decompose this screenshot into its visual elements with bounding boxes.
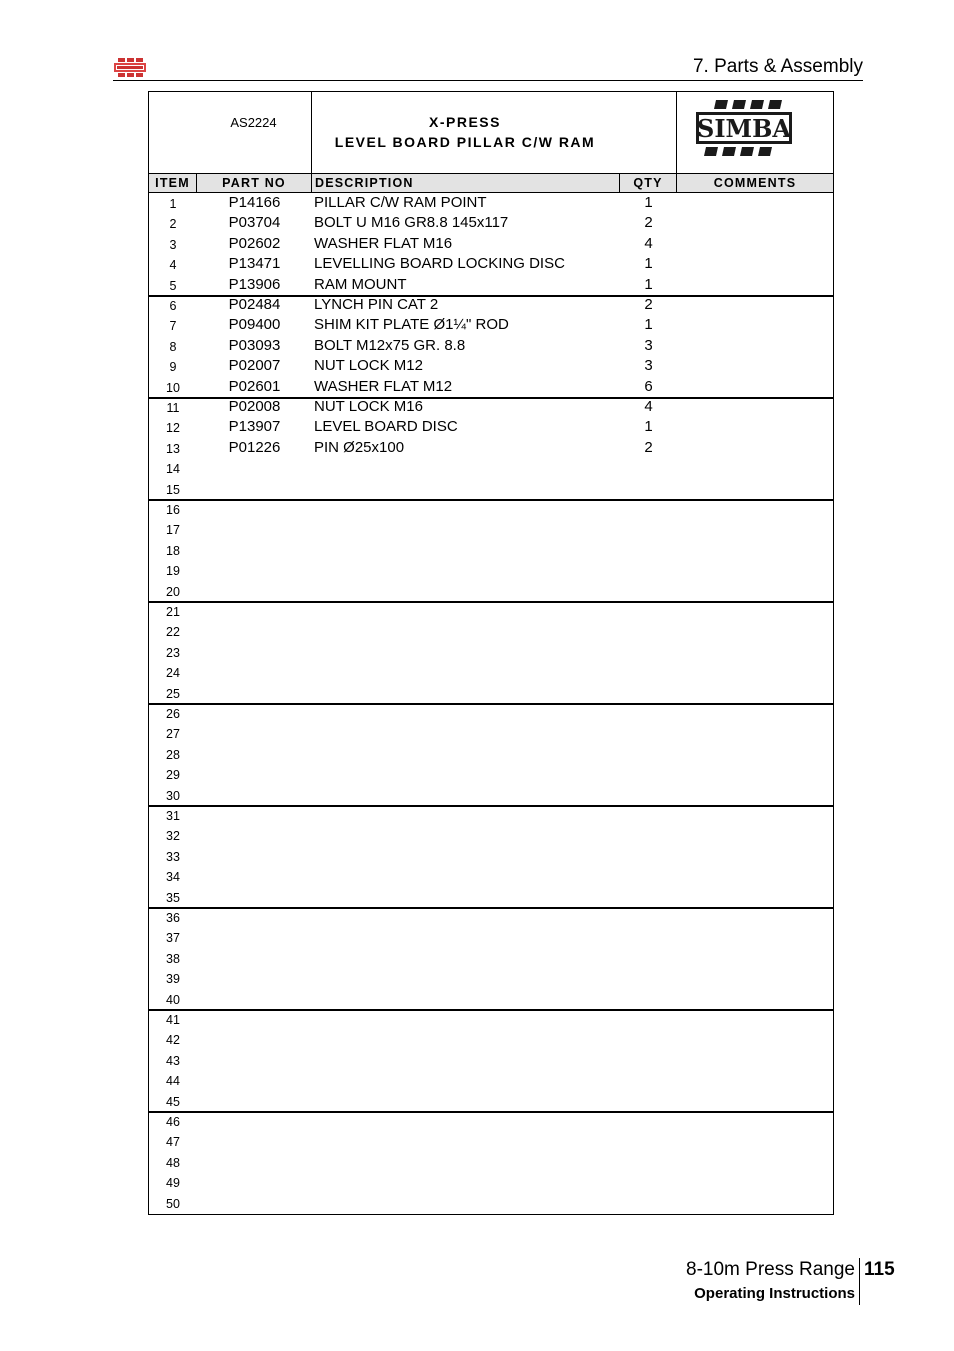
table-row xyxy=(149,418,833,438)
table-row xyxy=(149,765,833,785)
column-header-description: DESCRIPTION xyxy=(312,174,620,192)
table-row xyxy=(149,847,833,867)
item-number-cell: 28 xyxy=(166,747,180,762)
qty-cell: 3 xyxy=(644,357,653,375)
part-number-cell: P02008 xyxy=(228,398,281,415)
item-number-cell: 2 xyxy=(169,217,177,232)
item-number-cell: 42 xyxy=(166,1033,180,1048)
footer-divider xyxy=(859,1258,860,1305)
item-number-cell: 4 xyxy=(169,258,177,273)
item-number-cell: 12 xyxy=(166,421,180,436)
table-row xyxy=(149,541,833,561)
part-number-cell: P13471 xyxy=(228,255,281,273)
table-row xyxy=(149,1153,833,1173)
item-number-cell: 38 xyxy=(166,951,180,966)
column-header-qty: QTY xyxy=(620,174,677,192)
qty-cell: 1 xyxy=(644,194,653,211)
qty-cell: 4 xyxy=(644,234,653,252)
qty-cell: 1 xyxy=(644,255,653,273)
simba-logo-small-icon xyxy=(113,58,147,78)
qty-cell: 2 xyxy=(644,438,653,456)
title-line-2: LEVEL BOARD PILLAR C/W RAM xyxy=(334,134,596,150)
description-cell: PILLAR C/W RAM POINT xyxy=(314,194,487,211)
qty-cell: 2 xyxy=(644,296,653,313)
part-number-cell: P14166 xyxy=(228,194,281,211)
item-number-cell: 37 xyxy=(166,931,180,946)
description-cell: RAM MOUNT xyxy=(314,275,407,293)
part-number-cell: P03704 xyxy=(228,214,281,232)
title-line-1: X-PRESS xyxy=(429,114,501,130)
table-row xyxy=(149,1010,833,1030)
table-row xyxy=(149,888,833,908)
item-number-cell: 18 xyxy=(166,543,180,558)
qty-cell: 3 xyxy=(644,336,653,354)
item-number-cell: 34 xyxy=(166,870,180,885)
table-row xyxy=(149,806,833,826)
item-number-cell: 3 xyxy=(169,237,177,252)
qty-cell: 1 xyxy=(644,275,653,293)
item-number-cell: 22 xyxy=(166,625,180,640)
table-row xyxy=(149,990,833,1010)
qty-cell: 1 xyxy=(644,316,653,334)
item-number-cell: 8 xyxy=(169,339,177,354)
table-row xyxy=(149,561,833,581)
item-number-cell: 45 xyxy=(166,1094,180,1109)
table-row xyxy=(149,520,833,540)
item-number-cell: 5 xyxy=(169,278,177,293)
item-number-cell: 25 xyxy=(166,686,180,701)
item-number-cell: 35 xyxy=(166,890,180,905)
part-number-cell: P02602 xyxy=(228,234,281,252)
table-row xyxy=(149,214,833,234)
item-number-cell: 21 xyxy=(166,605,180,619)
column-header-item: ITEM xyxy=(149,174,197,192)
description-cell: BOLT M12x75 GR. 8.8 xyxy=(314,336,466,354)
item-number-cell: 44 xyxy=(166,1074,180,1089)
item-number-cell: 1 xyxy=(169,197,177,211)
table-row xyxy=(149,1051,833,1071)
qty-cell: 2 xyxy=(644,214,653,232)
item-number-cell: 33 xyxy=(166,849,180,864)
table-row xyxy=(149,459,833,479)
table-row xyxy=(149,378,833,398)
table-row xyxy=(149,398,833,418)
column-header-row xyxy=(149,173,833,193)
table-row xyxy=(149,235,833,255)
item-number-cell: 11 xyxy=(166,401,180,415)
table-row xyxy=(149,1112,833,1132)
item-number-cell: 48 xyxy=(166,1155,180,1170)
header-rule xyxy=(113,80,863,81)
item-number-cell: 30 xyxy=(166,788,180,803)
item-number-cell: 29 xyxy=(166,768,180,783)
table-row xyxy=(149,582,833,602)
item-number-cell: 24 xyxy=(166,666,180,681)
table-row xyxy=(149,622,833,642)
table-row xyxy=(149,255,833,275)
table-row xyxy=(149,786,833,806)
description-cell: LYNCH PIN CAT 2 xyxy=(314,296,439,313)
item-number-cell: 39 xyxy=(166,972,180,987)
table-row xyxy=(149,949,833,969)
part-number-cell: P13906 xyxy=(228,275,281,293)
table-row xyxy=(149,480,833,500)
item-number-cell: 14 xyxy=(166,462,180,477)
item-number-cell: 46 xyxy=(166,1115,180,1129)
description-cell: LEVEL BOARD DISC xyxy=(314,418,458,436)
table-row xyxy=(149,337,833,357)
table-row xyxy=(149,745,833,765)
item-number-cell: 16 xyxy=(166,503,180,517)
qty-cell: 6 xyxy=(644,377,653,395)
table-row xyxy=(149,724,833,744)
item-number-cell: 50 xyxy=(166,1196,180,1211)
description-cell: PIN Ø25x100 xyxy=(314,438,405,456)
document-subtitle: Operating Instructions xyxy=(694,1285,855,1302)
item-number-cell: 49 xyxy=(166,1176,180,1191)
section-title: 7. Parts & Assembly xyxy=(692,56,863,77)
part-number-cell: P02484 xyxy=(228,296,281,313)
qty-cell: 1 xyxy=(644,418,653,436)
item-number-cell: 31 xyxy=(166,809,180,823)
table-row xyxy=(149,1030,833,1050)
table-row xyxy=(149,908,833,928)
part-number-cell: P01226 xyxy=(228,438,281,456)
table-row xyxy=(149,316,833,336)
part-number-cell: P03093 xyxy=(228,336,281,354)
table-row xyxy=(149,684,833,704)
item-number-cell: 32 xyxy=(166,829,180,844)
item-number-cell: 9 xyxy=(169,360,177,375)
item-number-cell: 23 xyxy=(166,645,180,660)
item-number-cell: 36 xyxy=(166,911,180,925)
part-number-cell: P02601 xyxy=(228,377,281,395)
column-header-part-no: PART NO xyxy=(197,174,312,192)
item-number-cell: 47 xyxy=(166,1135,180,1150)
table-row xyxy=(149,643,833,663)
description-cell: NUT LOCK M12 xyxy=(314,357,423,375)
description-cell: WASHER FLAT M12 xyxy=(314,377,453,395)
simba-brand-logo xyxy=(694,98,794,162)
divider xyxy=(311,92,312,173)
description-cell: LEVELLING BOARD LOCKING DISC xyxy=(314,255,565,273)
part-number-cell: P02007 xyxy=(228,357,281,375)
item-number-cell: 17 xyxy=(166,523,180,538)
description-cell: SHIM KIT PLATE Ø1¼" ROD xyxy=(314,316,509,334)
item-number-cell: 15 xyxy=(166,482,180,497)
product-range: 8-10m Press Range xyxy=(686,1259,855,1280)
divider xyxy=(676,92,677,173)
item-number-cell: 27 xyxy=(166,727,180,742)
table-row xyxy=(149,602,833,622)
item-number-cell: 13 xyxy=(166,441,180,456)
table-row xyxy=(149,500,833,520)
table-row xyxy=(149,969,833,989)
item-number-cell: 40 xyxy=(166,992,180,1007)
assembly-number: AS2224 xyxy=(230,115,277,130)
table-row xyxy=(149,1173,833,1193)
part-number-cell: P09400 xyxy=(228,316,281,334)
page-number: 115 xyxy=(864,1259,895,1280)
table-row xyxy=(149,357,833,377)
table-row xyxy=(149,867,833,887)
item-number-cell: 7 xyxy=(169,319,177,334)
table-row xyxy=(149,194,833,214)
table-row xyxy=(149,663,833,683)
table-row xyxy=(149,439,833,459)
table-row xyxy=(149,704,833,724)
title-block xyxy=(149,92,833,173)
parts-sheet xyxy=(148,91,834,1215)
table-row xyxy=(149,928,833,948)
item-number-cell: 10 xyxy=(166,380,180,395)
table-row xyxy=(149,276,833,296)
item-number-cell: 26 xyxy=(166,707,180,721)
description-cell: BOLT U M16 GR8.8 145x117 xyxy=(314,214,509,232)
item-number-cell: 6 xyxy=(169,299,177,313)
description-cell: NUT LOCK M16 xyxy=(314,398,423,415)
item-number-cell: 43 xyxy=(166,1053,180,1068)
qty-cell: 4 xyxy=(644,398,653,415)
table-row xyxy=(149,1194,833,1214)
table-row xyxy=(149,1071,833,1091)
column-header-comments: COMMENTS xyxy=(713,176,797,190)
table-row xyxy=(149,296,833,316)
item-number-cell: 19 xyxy=(166,564,180,579)
item-number-cell: 41 xyxy=(166,1013,180,1027)
table-row xyxy=(149,1132,833,1152)
item-number-cell: 20 xyxy=(166,584,180,599)
part-number-cell: P13907 xyxy=(228,418,281,436)
table-row xyxy=(149,1092,833,1112)
table-row xyxy=(149,826,833,846)
description-cell: WASHER FLAT M16 xyxy=(314,234,453,252)
svg-text:SIMBA: SIMBA xyxy=(696,114,792,143)
